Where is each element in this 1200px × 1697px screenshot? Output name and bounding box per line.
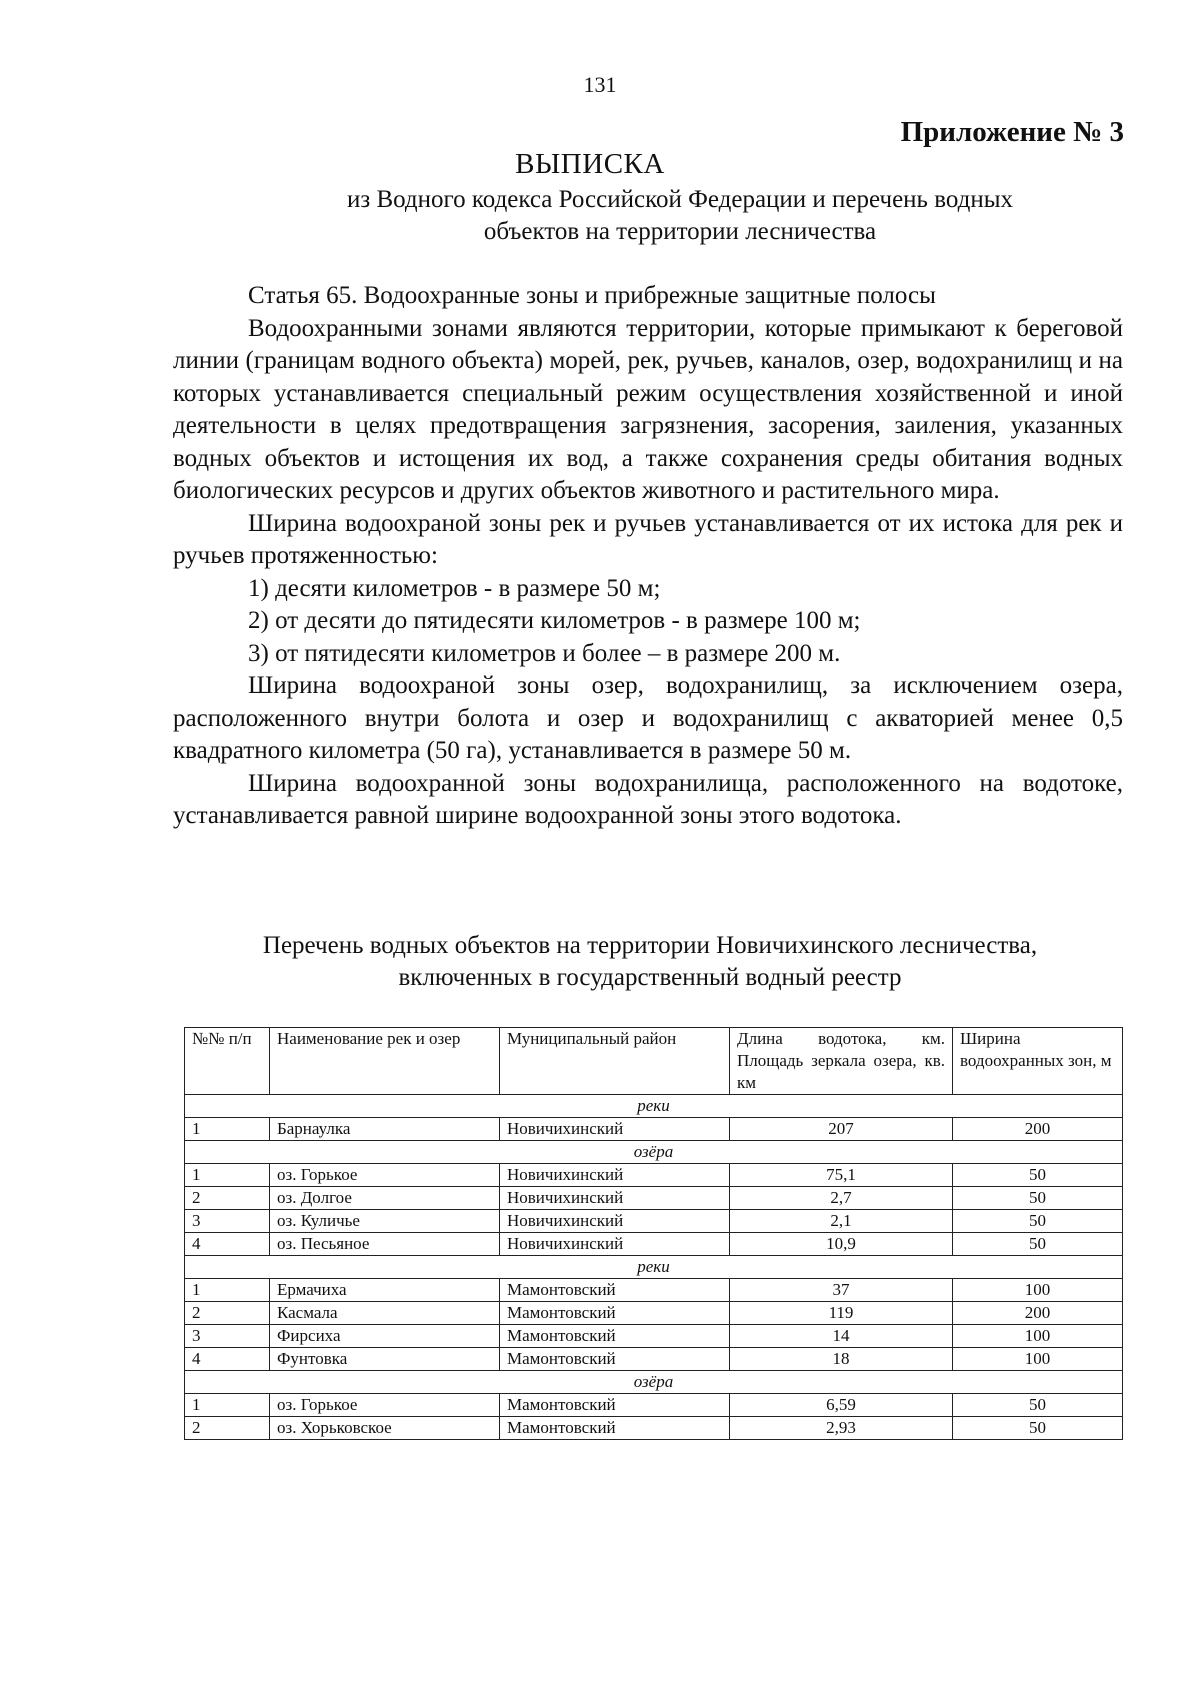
cell-name: оз. Горькое [270, 1164, 500, 1187]
table-row [185, 1348, 1123, 1371]
table-heading-line: включенных в государственный водный реестр [398, 964, 902, 991]
cell-length: 10,9 [730, 1233, 953, 1256]
list-item: 2) от десяти до пятидесяти километров - в размере 100 м; [248, 607, 861, 634]
cell-number: 2 [185, 1302, 270, 1325]
cell-name: Касмала [270, 1302, 500, 1325]
cell-number: 1 [185, 1394, 270, 1417]
document-subtitle [300, 184, 1060, 248]
appendix-label: Приложение № 3 [900, 116, 1124, 148]
cell-zone-width: 200 [953, 1118, 1123, 1141]
column-header-number: №№ п/п [185, 1028, 270, 1095]
section-label: озёра [185, 1141, 1123, 1164]
page-number: 131 [583, 72, 617, 97]
cell-length: 2,93 [730, 1417, 953, 1440]
table-row [185, 1164, 1123, 1187]
cell-number: 1 [185, 1164, 270, 1187]
cell-district: Новичихинский [500, 1118, 730, 1141]
list-item: 1) десяти километров - в размере 50 м; [248, 574, 661, 602]
column-header-length: Длина водотока, км. Площадь зеркала озера, кв. км [730, 1028, 953, 1095]
section-label: реки [185, 1256, 1123, 1279]
section-label: реки [185, 1095, 1123, 1118]
cell-length: 14 [730, 1325, 953, 1348]
cell-district: Мамонтовский [500, 1417, 730, 1440]
column-header-name: Наименование рек и озер [270, 1028, 500, 1095]
cell-number: 4 [185, 1233, 270, 1256]
cell-zone-width: 100 [953, 1325, 1123, 1348]
cell-district: Мамонтовский [500, 1348, 730, 1371]
cell-zone-width: 200 [953, 1302, 1123, 1325]
table-section-row [185, 1256, 1123, 1279]
cell-number: 3 [185, 1325, 270, 1348]
article-heading: Статья 65. Водоохранные зоны и прибрежные защитные полосы [248, 282, 936, 309]
table-row [185, 1325, 1123, 1348]
table-row [185, 1279, 1123, 1302]
cell-zone-width: 50 [953, 1233, 1123, 1256]
paragraph: Ширина водоохраной зоны рек и ручьев устанавливается от их истока для рек и ручьев протяженностью: [173, 509, 1123, 569]
section-label: озёра [185, 1371, 1123, 1394]
cell-name: оз. Долгое [270, 1187, 500, 1210]
cell-district: Новичихинский [500, 1164, 730, 1187]
cell-zone-width: 50 [953, 1187, 1123, 1210]
table-header-row [185, 1028, 1123, 1095]
cell-district: Мамонтовский [500, 1279, 730, 1302]
column-header-district: Муниципальный район [500, 1028, 730, 1095]
cell-length: 2,1 [730, 1210, 953, 1233]
cell-zone-width: 50 [953, 1210, 1123, 1233]
subtitle-line: объектов на территории лесничества [483, 218, 877, 245]
table-row [185, 1417, 1123, 1440]
subtitle-line: из Водного кодекса Российской Федерации и перечень водных [346, 186, 1014, 213]
cell-district: Новичихинский [500, 1210, 730, 1233]
cell-zone-width: 50 [953, 1164, 1123, 1187]
cell-name: Фирсиха [270, 1325, 500, 1348]
list-item: 3) от пятидесяти километров и более – в размере 200 м. [248, 639, 841, 667]
cell-district: Мамонтовский [500, 1394, 730, 1417]
table-body [185, 1095, 1123, 1440]
cell-district: Мамонтовский [500, 1302, 730, 1325]
cell-name: Барнаулка [270, 1118, 500, 1141]
cell-number: 4 [185, 1348, 270, 1371]
cell-name: оз. Горькое [270, 1394, 500, 1417]
cell-zone-width: 100 [953, 1348, 1123, 1371]
cell-number: 3 [185, 1210, 270, 1233]
paragraph: Водоохранными зонами являются территории, которые примыкают к береговой линии (границам водного объекта) морей, рек, ручьев, каналов, озер, водохранилищ и на которых устанавливается специальный режим осуществления хозяйственной и иной деятельности в целях предотвращения загрязнения, засорения, заиления, указанных водных объектов и истощения их вод, а также сохранения среды обитания водных биологических ресурсов и других объектов животного и растительного мира. [173, 314, 1123, 504]
table-heading-line: Перечень водных объектов на территории Новичихинского лесничества, [262, 932, 1038, 959]
cell-number: 1 [185, 1118, 270, 1141]
water-objects-table [184, 1027, 1123, 1440]
cell-zone-width: 100 [953, 1279, 1123, 1302]
cell-name: оз. Куличье [270, 1210, 500, 1233]
cell-length: 75,1 [730, 1164, 953, 1187]
cell-length: 119 [730, 1302, 953, 1325]
cell-district: Новичихинский [500, 1233, 730, 1256]
table-row [185, 1394, 1123, 1417]
cell-length: 2,7 [730, 1187, 953, 1210]
table-section-row [185, 1095, 1123, 1118]
cell-length: 6,59 [730, 1394, 953, 1417]
cell-zone-width: 50 [953, 1417, 1123, 1440]
cell-district: Новичихинский [500, 1187, 730, 1210]
table-row [185, 1187, 1123, 1210]
cell-number: 2 [185, 1417, 270, 1440]
paragraph: Ширина водоохраной зоны озер, водохранилищ, за исключением озера, расположенного внутри болота и озер и водохранилищ с акваторией менее 0,5 квадратного километра (50 га), устанавливается в размере 50 м. [173, 672, 1123, 764]
table-section-row [185, 1371, 1123, 1394]
cell-name: Ермачиха [270, 1279, 500, 1302]
table-section-row [185, 1141, 1123, 1164]
cell-number: 1 [185, 1279, 270, 1302]
cell-name: Фунтовка [270, 1348, 500, 1371]
cell-length: 37 [730, 1279, 953, 1302]
cell-district: Мамонтовский [500, 1325, 730, 1348]
table-row [185, 1302, 1123, 1325]
column-header-zone-width: Ширина водоохранных зон, м [953, 1028, 1123, 1095]
cell-length: 18 [730, 1348, 953, 1371]
cell-number: 2 [185, 1187, 270, 1210]
document-title: ВЫПИСКА [515, 148, 665, 180]
cell-length: 207 [730, 1118, 953, 1141]
table-row [185, 1233, 1123, 1256]
article-body [173, 280, 1123, 833]
paragraph: Ширина водоохранной зоны водохранилища, расположенного на водотоке, устанавливается равной ширине водоохранной зоны этого водотока. [173, 769, 1123, 829]
table-row [185, 1210, 1123, 1233]
table-heading [170, 930, 1130, 994]
table-row [185, 1118, 1123, 1141]
cell-name: оз. Хорьковское [270, 1417, 500, 1440]
cell-name: оз. Песьяное [270, 1233, 500, 1256]
cell-zone-width: 50 [953, 1394, 1123, 1417]
